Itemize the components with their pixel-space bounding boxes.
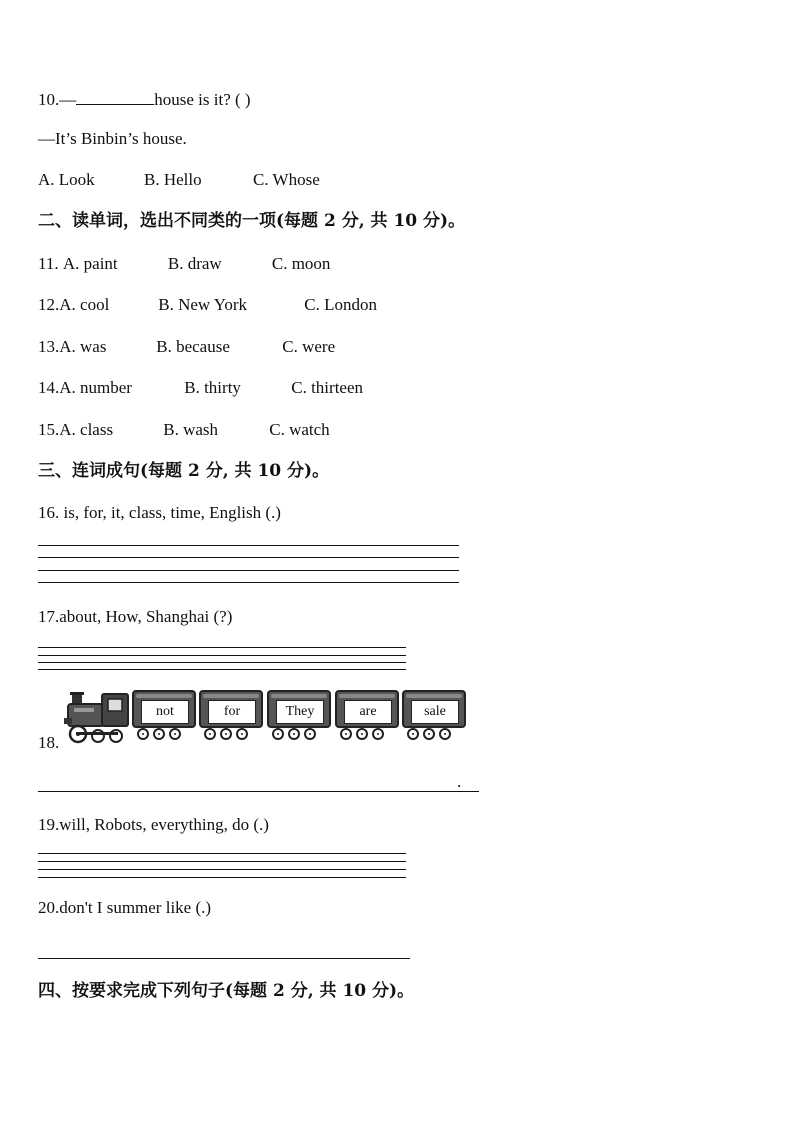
train-car-2 (199, 690, 263, 728)
q11 (38, 254, 330, 274)
q13-option-b[interactable]: B. because (156, 337, 230, 356)
q10-option-c[interactable]: C. Whose (253, 170, 320, 189)
train-car-1 (132, 690, 196, 728)
word-card-they: They (276, 700, 324, 724)
q15-option-c[interactable]: C. watch (269, 420, 330, 439)
word-card-are: are (344, 700, 392, 724)
wheel (220, 728, 232, 740)
q14-option-b[interactable]: B. thirty (184, 378, 241, 397)
q16-answer-line-1[interactable] (38, 545, 459, 546)
q12-option-b[interactable]: B. New York (158, 295, 248, 314)
wheel (372, 728, 384, 740)
q15 (38, 420, 330, 440)
q10-suffix: house is it? ( ) (154, 90, 251, 109)
q20-answer-line[interactable] (38, 958, 410, 959)
wheel (288, 728, 300, 740)
wheel (272, 728, 284, 740)
q13 (38, 337, 335, 357)
q16-answer-line-4[interactable] (38, 582, 459, 583)
q19-answer-line-3[interactable] (38, 869, 406, 870)
q10-option-b[interactable]: B. Hello (144, 170, 202, 189)
section4-heading: 四、按要求完成下列句子(每题 2 分, 共 10 分)。 (38, 981, 415, 1001)
q15-option-a[interactable]: A. class (59, 420, 114, 439)
section3-heading: 三、连词成句(每题 2 分, 共 10 分)。 (38, 461, 330, 481)
q10-prefix: 10.— (38, 90, 77, 109)
q17-answer-line-3[interactable] (38, 662, 406, 663)
wheel (137, 728, 149, 740)
q12 (38, 295, 377, 315)
q10-option-a[interactable]: A. Look (38, 170, 95, 189)
wheel (356, 728, 368, 740)
q13-number: 13. (38, 337, 60, 356)
q19-answer-line-4[interactable] (38, 877, 406, 878)
wheel (236, 728, 248, 740)
word-card-sale: sale (411, 700, 459, 724)
q18-train (64, 688, 470, 748)
q17-answer-line-4[interactable] (38, 669, 406, 670)
q16-answer-line-3[interactable] (38, 570, 459, 571)
q11-number: 11. (38, 254, 63, 273)
word-card-for: for (208, 700, 256, 724)
q18-period: . (457, 772, 462, 791)
q12-option-c[interactable]: C. London (304, 295, 377, 314)
q19-answer-line-2[interactable] (38, 861, 406, 862)
q17-answer-line-2[interactable] (38, 655, 406, 656)
q18-number: 18. (38, 733, 60, 752)
wheel (204, 728, 216, 740)
section2-heading: 二、读单词，选出不同类的一项(每题 2 分, 共 10 分)。 (38, 211, 466, 231)
q12-number: 12. (38, 295, 60, 314)
q17-prompt: 17.about, How, Shanghai (?) (38, 607, 233, 626)
q14-option-a[interactable]: A. number (59, 378, 132, 397)
wheel (423, 728, 435, 740)
q11-option-c[interactable]: C. moon (271, 254, 331, 273)
q10-blank[interactable] (76, 88, 154, 105)
q10-answer-line: —It’s Binbin’s house. (38, 129, 187, 148)
wheel (304, 728, 316, 740)
locomotive-icon (64, 688, 132, 748)
q14-option-c[interactable]: C. thirteen (291, 378, 364, 397)
q10-prompt (38, 88, 251, 110)
wheel (340, 728, 352, 740)
q13-option-a[interactable]: A. was (59, 337, 107, 356)
q12-option-a[interactable]: A. cool (59, 295, 110, 314)
wheel (169, 728, 181, 740)
q17-answer-line-1[interactable] (38, 647, 406, 648)
q14-number: 14. (38, 378, 60, 397)
train-car-3 (267, 690, 331, 728)
q14 (38, 378, 363, 398)
train-car-5 (402, 690, 466, 728)
wheel (153, 728, 165, 740)
q11-option-a[interactable]: A. paint (62, 254, 118, 273)
q16-answer-line-2[interactable] (38, 557, 459, 558)
word-card-not: not (141, 700, 189, 724)
q20-prompt: 20.don't I summer like (.) (38, 898, 212, 917)
q19-prompt: 19.will, Robots, everything, do (.) (38, 815, 269, 834)
q18-answer-line[interactable] (38, 791, 479, 792)
q15-number: 15. (38, 420, 60, 439)
q19-answer-line-1[interactable] (38, 853, 406, 854)
q10-options (38, 170, 320, 190)
q11-option-b[interactable]: B. draw (167, 254, 222, 273)
train-car-4 (335, 690, 399, 728)
wheel (407, 728, 419, 740)
q13-option-c[interactable]: C. were (282, 337, 336, 356)
wheel (439, 728, 451, 740)
q16-prompt: 16. is, for, it, class, time, English (.) (38, 503, 281, 522)
q15-option-b[interactable]: B. wash (163, 420, 219, 439)
